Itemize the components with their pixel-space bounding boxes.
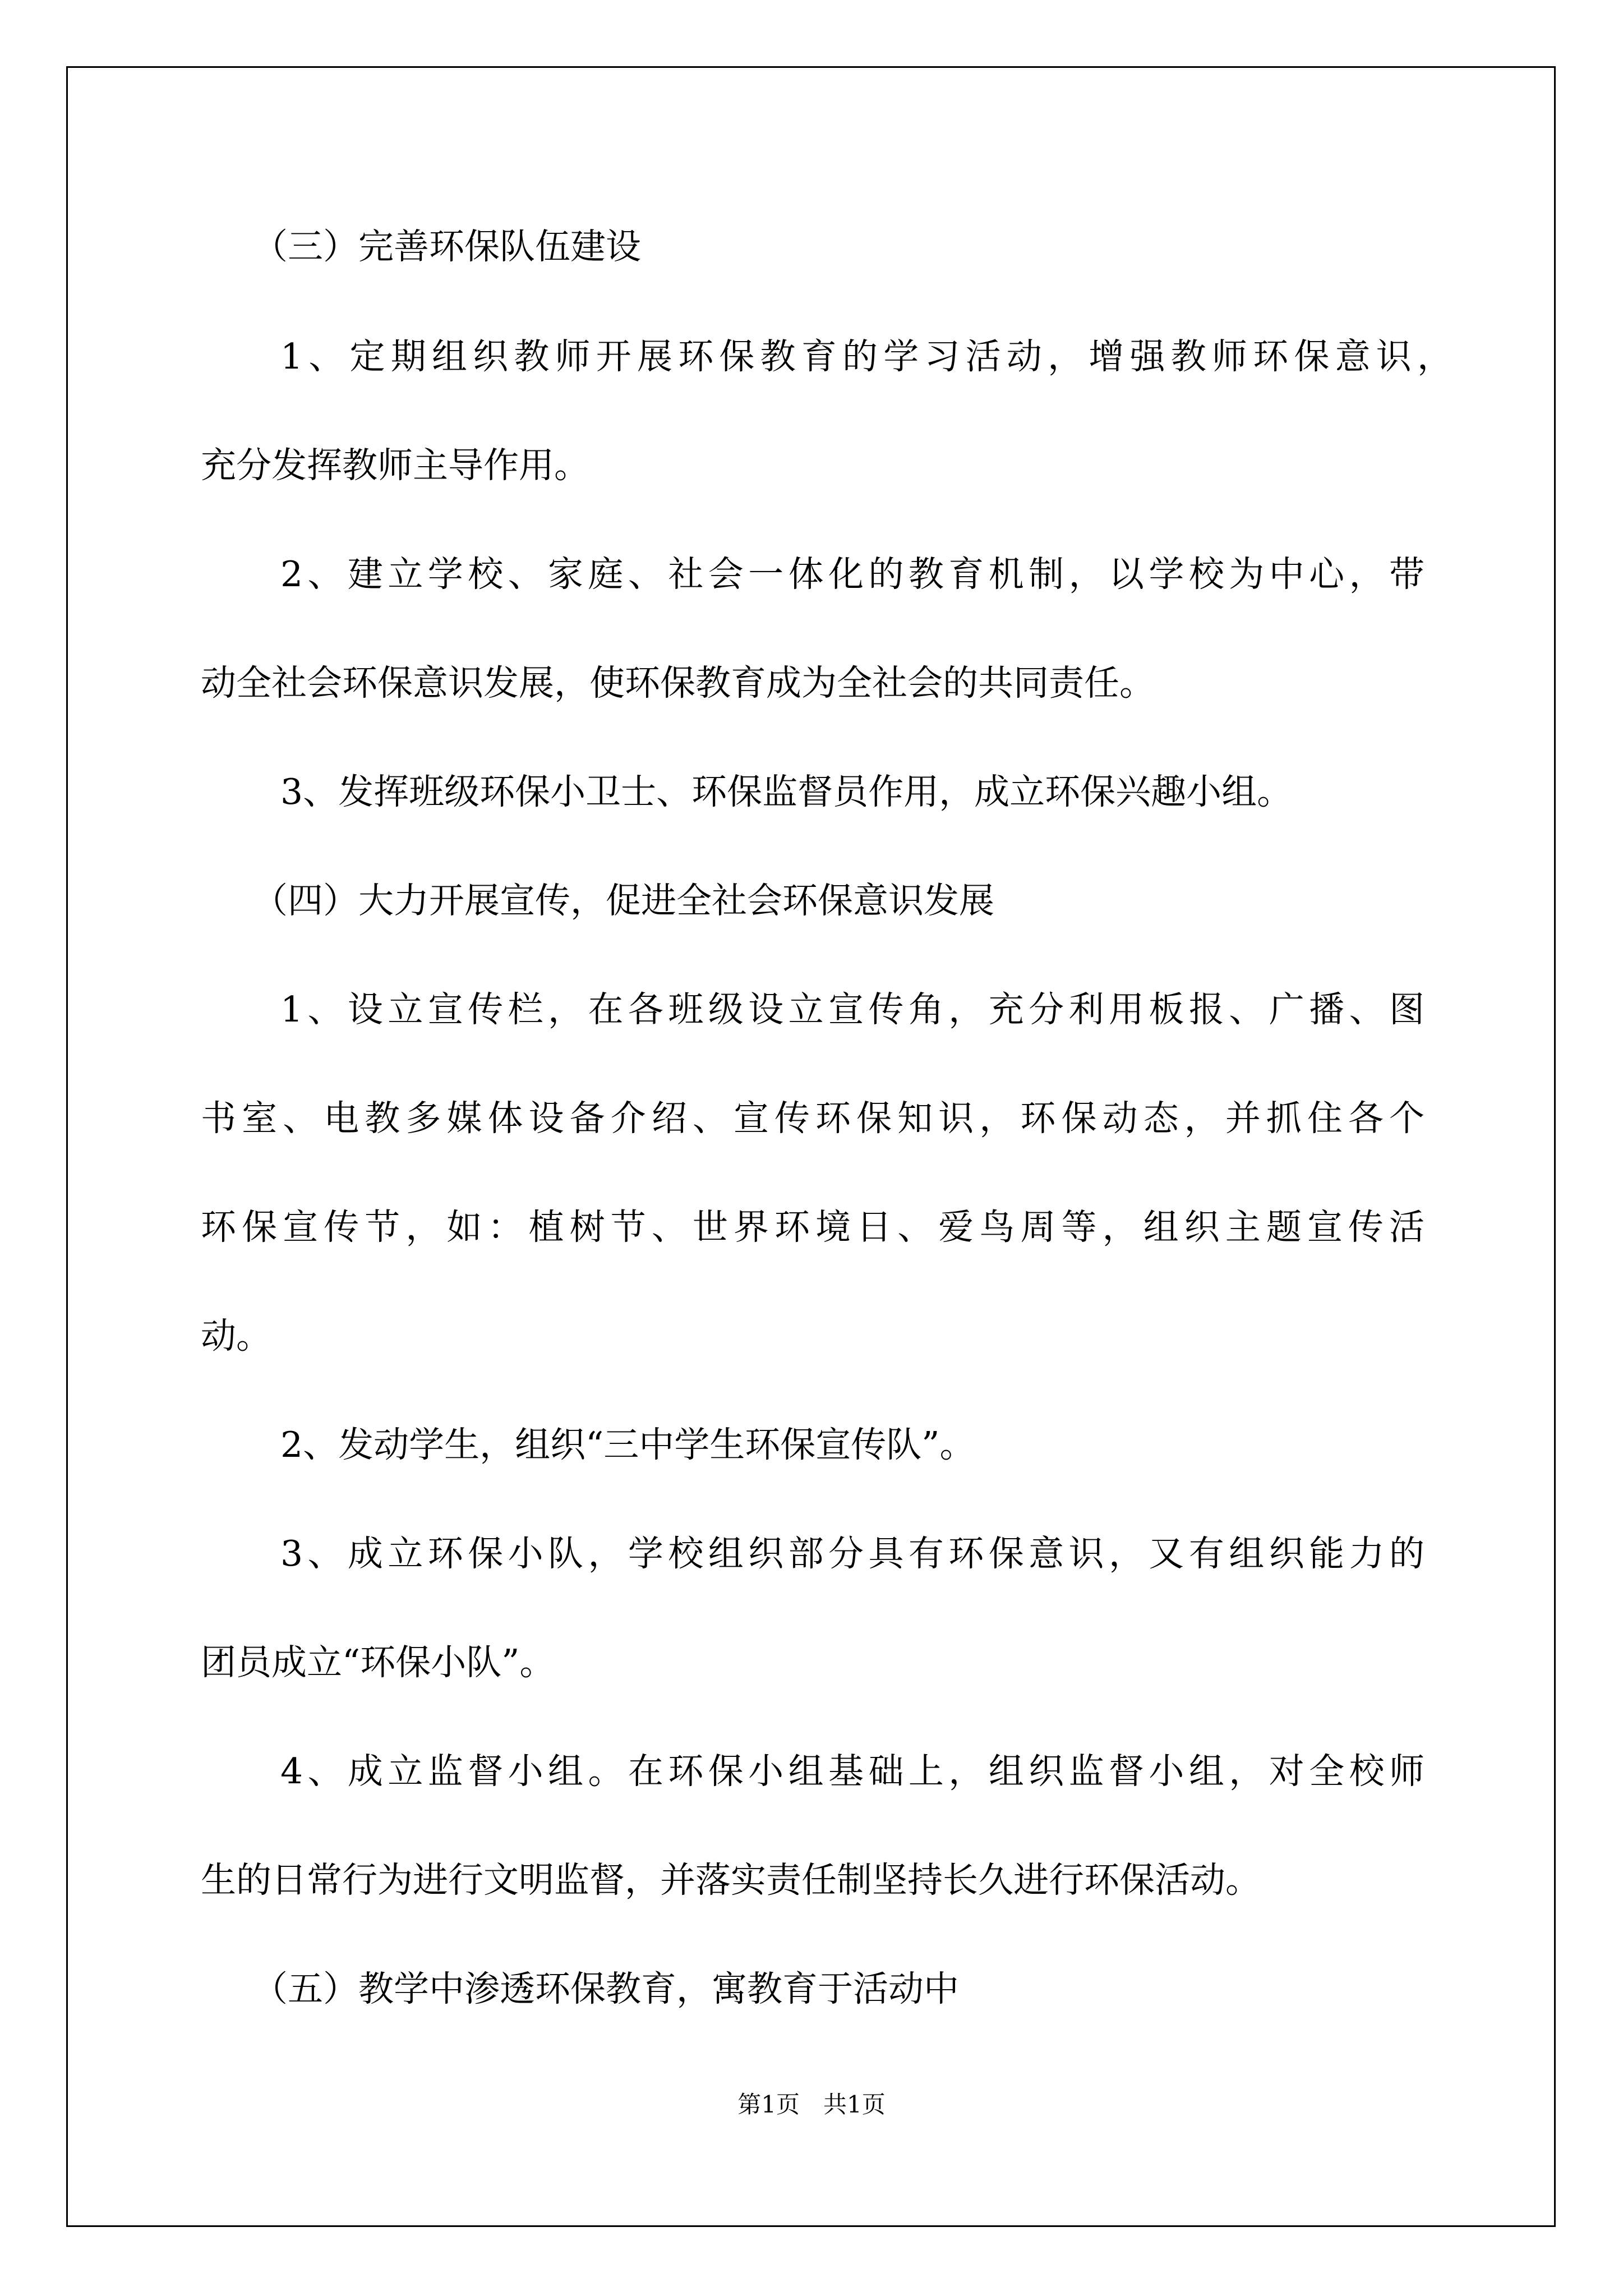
paragraph-line: 1、定期组织教师开展环保教育的学习活动，增强教师环保意识， [280, 336, 1453, 377]
page-footer: 第1页 共1页 [737, 2091, 886, 2118]
page-border [66, 66, 1556, 2227]
paragraph-line: 3、成立环保小队，学校组织部分具有环保意识，又有组织能力的 [280, 1533, 1424, 1574]
paragraph-line: 2、发动学生，组织“三中学生环保宣传队”。 [280, 1424, 975, 1465]
heading-section-3: （三）完善环保队伍建设 [252, 226, 641, 267]
paragraph-line: 充分发挥教师主导作用。 [201, 445, 589, 486]
paragraph-line: 动全社会环保意识发展，使环保教育成为全社会的共同责任。 [201, 662, 1155, 703]
paragraph-line: 2、建立学校、家庭、社会一体化的教育机制，以学校为中心，带 [280, 554, 1424, 595]
paragraph-line: 1、设立宣传栏，在各班级设立宣传角，充分利用板报、广播、图 [280, 989, 1424, 1030]
paragraph-line: 动。 [201, 1315, 271, 1356]
paragraph-line: 团员成立“环保小队”。 [201, 1642, 555, 1683]
paragraph-line: 书室、电教多媒体设备介绍、宣传环保知识，环保动态，并抓住各个 [201, 1098, 1424, 1139]
paragraph-line: 3、发挥班级环保小卫士、环保监督员作用，成立环保兴趣小组。 [280, 771, 1293, 812]
paragraph-line: 4、成立监督小组。在环保小组基础上，组织监督小组，对全校师 [280, 1751, 1424, 1792]
heading-section-4: （四）大力开展宣传，促进全社会环保意识发展 [252, 880, 994, 921]
paragraph-line: 生的日常行为进行文明监督，并落实责任制坚持长久进行环保活动。 [201, 1860, 1261, 1901]
heading-section-5: （五）教学中渗透环保教育，寓教育于活动中 [252, 1968, 959, 2009]
paragraph-line: 环保宣传节，如：植树节、世界环境日、爱鸟周等，组织主题宣传活 [201, 1207, 1424, 1248]
